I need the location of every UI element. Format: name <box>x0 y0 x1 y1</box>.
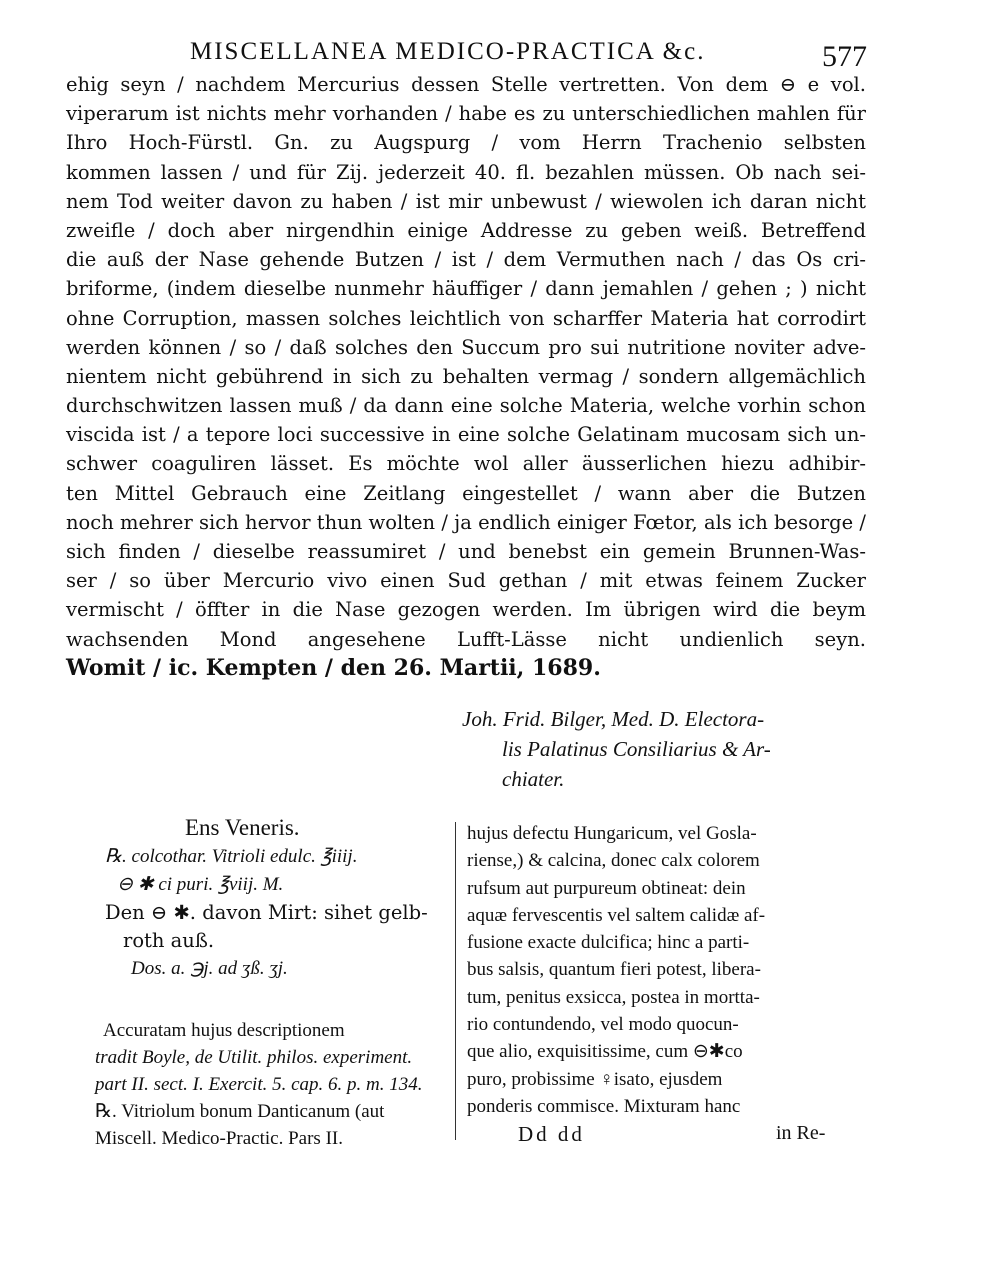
left-column <box>95 813 450 1152</box>
recipe-line: ⊖ ✱ ci puri. ℥viij. M. <box>117 874 284 895</box>
text-line: nientem nicht gebührend in sich zu behalten vermag / sondern allgemächlich <box>66 364 866 388</box>
paragraph-line: tum, penitus exsicca, postea in mortta- <box>467 986 760 1008</box>
text-line: durchschwitzen lassen muß / da dann eine solche Materia, welche vorhin schon <box>66 394 866 418</box>
catchword: in Re- <box>776 1122 826 1144</box>
paragraph-line: part II. sect. I. Exercit. 5. cap. 6. p. m. 134. <box>95 1074 423 1095</box>
spacer <box>95 983 450 1017</box>
closing-line: Womit / ic. Kempten / den 26. Martii, 1689. <box>66 654 601 681</box>
letter-body <box>66 70 866 683</box>
text-line: schwer coaguliren lässet. Es möchte wol aller äusserlichen hiezu adhibir- <box>66 452 866 476</box>
text-line: ser / so über Mercurio vivo einen Sud gethan / mit etwas feinem Zucker <box>66 569 866 593</box>
paragraph-line: tradit Boyle, de Utilit. philos. experiment. <box>95 1047 413 1068</box>
paragraph-line: aquæ fervescentis vel saltem calidæ af- <box>467 904 766 926</box>
text-line: zweifle / doch aber nirgendhin einige Addresse zu geben weiß. Betreffend <box>66 218 866 242</box>
signature-line: lis Palatinus Consiliarius & Ar- <box>502 737 771 761</box>
paragraph-line: Accuratam hujus descriptionem <box>103 1020 345 1041</box>
text-line: viscida ist / a tepore loci successive in eine solche Gelatinam mucosam sich un- <box>66 423 866 447</box>
recipe-line: Den ⊖ ✱. davon Mirt: sihet gelb- <box>105 901 428 924</box>
signature-block <box>462 704 862 794</box>
text-line: ten Mittel Gebrauch eine Zeitlang eingestellet / wann aber die Butzen <box>66 481 866 505</box>
paragraph-line: puro, probissime ♀isato, ejusdem <box>467 1068 723 1090</box>
section-heading: Ens Veneris. <box>185 815 300 840</box>
text-line: nem Tod weiter davon zu haben / ist mir unbewust / wiewolen ich daran nicht <box>66 189 866 213</box>
recipe-line: ℞. colcothar. Vitrioli edulc. ℥iiij. <box>105 846 358 867</box>
text-line: ehig seyn / nachdem Mercurius dessen Stelle vertretten. Von dem ⊖ e vol. <box>66 73 866 96</box>
text-line: Ihro Hoch-Fürstl. Gn. zu Augspurg / vom Herrn Trachenio selbsten <box>66 131 866 155</box>
signature-line: Joh. Frid. Bilger, Med. D. Electora- <box>462 707 765 731</box>
paragraph-line: riense,) & calcina, donec calx colorem <box>467 850 760 872</box>
paragraph-line: ℞. Vitriolum bonum Danticanum (aut <box>95 1101 385 1122</box>
paragraph-line: que alio, exquisitissime, cum ⊖✱co <box>467 1041 743 1063</box>
text-line: viperarum ist nichts mehr vorhanden / habe es zu unterschiedlichen mahlen für <box>66 102 866 126</box>
recipe-line: Dos. a. ℈j. ad ʒß. ʒj. <box>131 958 288 979</box>
signature-mark: Dd dd <box>518 1122 585 1146</box>
text-line: noch mehrer sich hervor thun wolten / ja endlich einiger Fœtor, als ich besorge / <box>66 510 866 534</box>
paragraph-line: rio contundendo, vel modo quocun- <box>467 1014 739 1036</box>
running-head: MISCELLANEA MEDICO-PRACTICA &c. <box>190 38 706 65</box>
paragraph-line: ponderis commisce. Mixturam hanc <box>467 1095 741 1117</box>
paragraph-line: hujus defectu Hungaricum, vel Gosla- <box>467 823 757 844</box>
paragraph-line: rufsum aut purpureum obtineat: dein <box>467 877 746 899</box>
text-line: wachsenden Mond angesehene Lufft-Lässe nicht undienlich seyn. <box>66 627 866 651</box>
footer-title: Miscell. Medico-Practic. Pars II. <box>95 1128 343 1149</box>
column-divider <box>455 822 456 1140</box>
text-line: die auß der Nase gehende Butzen / ist / dem Vermuthen nach / das Os cri- <box>66 248 866 272</box>
paragraph-line: bus salsis, quantum fieri potest, libera- <box>467 959 761 981</box>
text-line: werden können / so / daß solches den Succum pro sui nutritione noviter adve- <box>66 335 866 359</box>
text-line: sich finden / dieselbe reassumiret / und benebst ein gemein Brunnen-Was- <box>66 540 866 563</box>
paragraph-line: fusione exacte dulcifica; hinc a parti- <box>467 932 750 954</box>
text-line: vermischt / öffter in die Nase gezogen werden. Im übrigen wird die beym <box>66 598 866 622</box>
text-line: briforme, (indem dieselbe nunmehr häuffiger / dann jemahlen / gehen ; ) nicht <box>66 277 866 301</box>
recipe-line: roth auß. <box>123 929 215 952</box>
page-number: 577 <box>822 40 867 73</box>
signature-line: chiater. <box>502 767 565 791</box>
right-column <box>467 820 847 1120</box>
text-line: ohne Corruption, massen solches leichtlich von scharffer Materia hat corrodirt <box>66 306 866 330</box>
text-line: kommen lassen / und für Zij. jederzeit 40. fl. bezahlen müssen. Ob nach sei- <box>66 160 866 184</box>
